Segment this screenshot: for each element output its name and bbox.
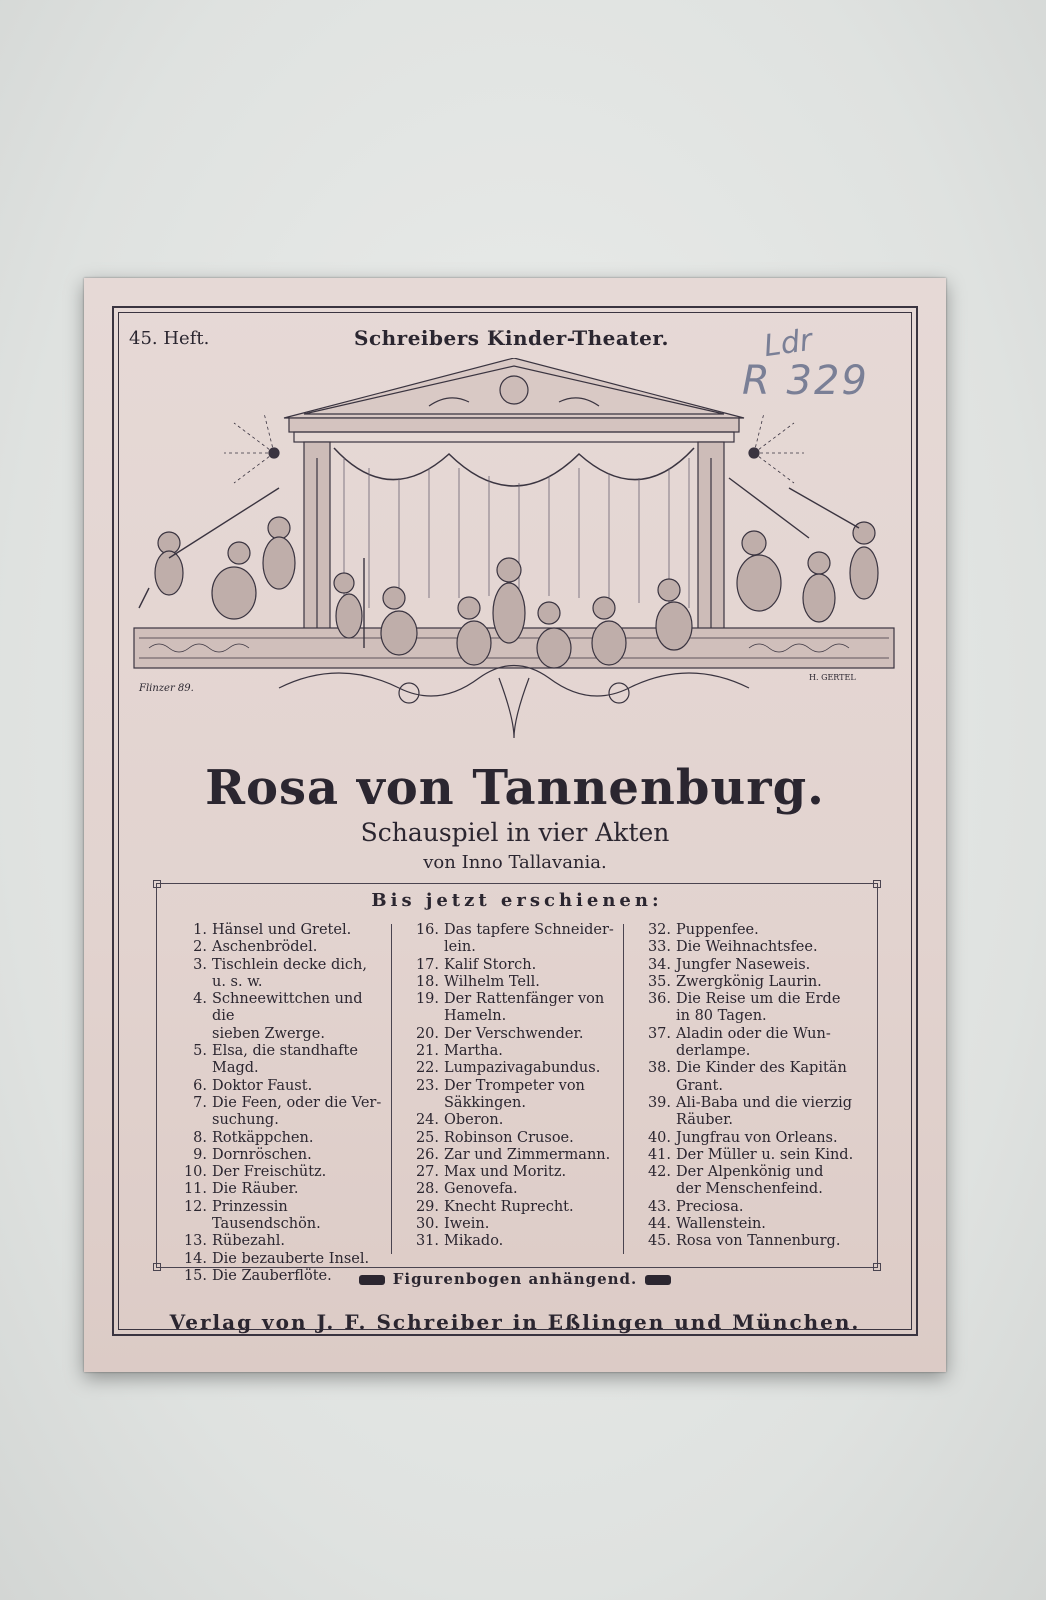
issue-title: Die bezauberte Insel. <box>212 1250 370 1267</box>
issue-title: Preciosa. <box>676 1198 744 1215</box>
issue-title: Der Trompeter von <box>444 1077 585 1094</box>
title-list-item <box>401 1112 621 1129</box>
issue-title: Räuber. <box>676 1112 734 1129</box>
issue-title: Die Weihnachtsfee. <box>676 939 818 956</box>
issue-title: Der Freischütz. <box>212 1164 327 1181</box>
issue-no: 24. <box>415 1112 439 1129</box>
play-subtitle: Schauspiel in vier Akten <box>360 818 670 847</box>
theater-stage-illustration <box>129 358 899 738</box>
issue-no: 25. <box>415 1129 439 1146</box>
issue-title: Aladin oder die Wun- <box>676 1025 831 1042</box>
title-list-item <box>633 991 873 1008</box>
title-list-item <box>401 1043 621 1060</box>
booklet-cover <box>84 278 946 1372</box>
issue-title: Iwein. <box>444 1216 490 1233</box>
publisher-imprint: Verlag von J. F. Schreiber in Eßlingen und München. <box>169 1310 861 1334</box>
issue-no: 31. <box>415 1233 439 1250</box>
title-list-item <box>633 1164 873 1181</box>
issue-no: 13. <box>183 1233 207 1250</box>
issue-no: 11. <box>183 1181 207 1198</box>
engraver-signature-right: H. GERTEL <box>809 673 856 682</box>
issue-no: 42. <box>647 1164 671 1181</box>
title-list-item <box>401 1147 621 1164</box>
issue-no: 2. <box>193 939 207 956</box>
title-list-item <box>169 1060 389 1077</box>
column-divider <box>391 924 392 1254</box>
issue-no: 9. <box>193 1146 207 1163</box>
corner-ornament <box>153 880 161 888</box>
title-list-item <box>633 1147 873 1164</box>
title-list-item <box>401 939 621 956</box>
issue-no: 20. <box>415 1025 439 1042</box>
title-list-item <box>169 1251 389 1268</box>
title-list-item <box>169 1043 389 1060</box>
issue-no: 30. <box>415 1216 439 1233</box>
title-list-item <box>401 974 621 991</box>
issue-no <box>633 1181 676 1198</box>
title-list-item <box>633 974 873 991</box>
issue-title: Ali-Baba und die vierzig <box>676 1094 853 1111</box>
issue-title: Hänsel und Gretel. <box>212 922 352 938</box>
issue-title: Oberon. <box>444 1112 504 1129</box>
issue-no: 14. <box>183 1250 207 1267</box>
issue-no: 28. <box>415 1181 439 1198</box>
issue-no: 6. <box>193 1077 207 1094</box>
issue-title: Wilhelm Tell. <box>444 973 540 990</box>
issue-no: 19. <box>415 991 439 1008</box>
issue-title: Lumpazivagabundus. <box>444 1060 601 1077</box>
issue-no: 44. <box>647 1216 671 1233</box>
issue-no: 16. <box>415 922 439 938</box>
issue-title: Prinzessin Tausendschön. <box>212 1198 321 1233</box>
title-list-item <box>633 1078 873 1095</box>
issue-title: Grant. <box>676 1077 723 1094</box>
issue-no: 3. <box>193 956 207 973</box>
title-list-item <box>633 957 873 974</box>
shelfmark-line1: Ldr <box>761 322 815 365</box>
title-list-item <box>401 1216 621 1233</box>
issue-title: Mikado. <box>444 1233 504 1250</box>
issue-no: 4. <box>193 991 207 1008</box>
title-list-item <box>169 1112 389 1129</box>
issue-no: 8. <box>193 1129 207 1146</box>
issue-no: 36. <box>647 991 671 1008</box>
issue-title: Jungfrau von Orleans. <box>676 1129 838 1146</box>
title-list-item <box>401 991 621 1008</box>
title-list-item <box>633 1095 873 1112</box>
issue-title: Doktor Faust. <box>212 1077 313 1094</box>
issue-title: Magd. <box>212 1060 259 1077</box>
issue-no <box>401 1095 444 1112</box>
issue-title: in 80 Tagen. <box>676 1008 767 1025</box>
title-list-item <box>169 1078 389 1095</box>
issue-no <box>633 1043 676 1060</box>
issue-title: Das tapfere Schneider- <box>444 922 614 938</box>
play-title: Rosa von Tannenburg. <box>205 760 825 816</box>
title-list-item <box>169 1095 389 1112</box>
pointing-hand-icon <box>645 1275 671 1285</box>
title-list-item <box>401 1199 621 1216</box>
issue-no: 10. <box>183 1164 207 1181</box>
title-list-item <box>169 1233 389 1250</box>
title-list-item <box>401 1181 621 1198</box>
issue-title: Der Müller u. sein Kind. <box>676 1146 854 1163</box>
title-list-item <box>169 1026 389 1043</box>
title-list-item <box>633 1199 873 1216</box>
issue-title: der Menschenfeind. <box>676 1181 823 1198</box>
issue-no <box>401 939 444 956</box>
issue-title: Knecht Ruprecht. <box>444 1198 574 1215</box>
title-list-item <box>169 974 389 991</box>
issue-no: 26. <box>415 1146 439 1163</box>
issue-title: Schneewittchen und die <box>212 991 363 1025</box>
issue-title: Jungfer Naseweis. <box>676 956 811 973</box>
issue-title: Wallenstein. <box>676 1216 766 1233</box>
title-list-item <box>169 1199 389 1234</box>
title-list-item <box>169 991 389 1026</box>
issue-title: sieben Zwerge. <box>212 1025 325 1042</box>
pointing-hand-icon <box>359 1275 385 1285</box>
issue-title: Zar und Zimmermann. <box>444 1146 611 1163</box>
title-list-item <box>169 939 389 956</box>
issue-title: Die Reise um die Erde <box>676 991 841 1008</box>
issue-no: 15. <box>183 1267 207 1284</box>
issue-no <box>633 1112 676 1129</box>
issue-no: 33. <box>647 939 671 956</box>
issue-no: 34. <box>647 956 671 973</box>
issue-title: Zwergkönig Laurin. <box>676 973 822 990</box>
issue-title: Puppenfee. <box>676 922 759 938</box>
issue-title: Genovefa. <box>444 1181 518 1198</box>
issue-no: 12. <box>183 1198 207 1215</box>
title-list-item <box>169 1164 389 1181</box>
title-list-item <box>633 922 873 939</box>
title-list-item <box>633 1216 873 1233</box>
issue-no <box>401 1008 444 1025</box>
issue-title: derlampe. <box>676 1043 751 1060</box>
series-title: Schreibers Kinder-Theater. <box>354 326 669 350</box>
title-list-item <box>633 1112 873 1129</box>
issue-no <box>633 1078 676 1095</box>
title-list-item <box>633 1233 873 1250</box>
issue-no: 21. <box>415 1043 439 1060</box>
title-list-item <box>401 1008 621 1025</box>
issue-title: Dornröschen. <box>212 1146 312 1163</box>
issue-title: Die Räuber. <box>212 1181 299 1198</box>
issue-title: suchung. <box>212 1112 279 1129</box>
title-list-item <box>633 1060 873 1077</box>
issue-title: Hameln. <box>444 1008 507 1025</box>
issue-title: lein. <box>444 939 476 956</box>
issue-title: Rotkäppchen. <box>212 1129 314 1146</box>
issue-no: 1. <box>193 922 207 938</box>
issue-title: Tischlein decke dich, <box>212 956 367 973</box>
issue-no: 29. <box>415 1198 439 1215</box>
title-list-item <box>169 1130 389 1147</box>
title-list-item <box>633 939 873 956</box>
issue-title: Martha. <box>444 1043 503 1060</box>
title-list-item <box>169 957 389 974</box>
issue-no: 38. <box>647 1060 671 1077</box>
issue-no: 5. <box>193 1043 207 1060</box>
issue-title: Die Zauberflöte. <box>212 1267 332 1284</box>
issue-title: Der Alpenkönig und <box>676 1164 824 1181</box>
title-list-item <box>633 1043 873 1060</box>
title-list-item <box>401 957 621 974</box>
issue-title: Rübezahl. <box>212 1233 285 1250</box>
column-divider <box>623 924 624 1254</box>
issue-no: 43. <box>647 1198 671 1215</box>
issue-no: 7. <box>193 1094 207 1111</box>
issue-no: 18. <box>415 973 439 990</box>
title-list-item <box>401 1026 621 1043</box>
titles-column-2 <box>401 922 621 1251</box>
issue-title: Aschenbrödel. <box>212 939 318 956</box>
issue-title: Elsa, die standhafte <box>212 1043 358 1060</box>
issue-no: 22. <box>415 1060 439 1077</box>
title-list-item <box>169 1181 389 1198</box>
issue-no: 45. <box>647 1233 671 1250</box>
issue-title: Max und Moritz. <box>444 1164 567 1181</box>
issue-number: 45. Heft. <box>129 328 210 349</box>
issue-title: Der Rattenfänger von <box>444 991 605 1008</box>
issue-no: 17. <box>415 956 439 973</box>
issue-no: 41. <box>647 1146 671 1163</box>
title-list-item <box>401 1164 621 1181</box>
issue-no: 23. <box>415 1077 439 1094</box>
issue-title: u. s. w. <box>212 973 263 990</box>
issue-title: Die Feen, oder die Ver- <box>212 1094 382 1111</box>
shelfmark-line2: R 329 <box>742 358 869 404</box>
title-list-item <box>633 1181 873 1198</box>
title-list-item <box>401 922 621 939</box>
issue-no: 35. <box>647 973 671 990</box>
issue-no <box>169 974 212 991</box>
figurenbogen-note <box>84 1267 946 1288</box>
title-list-item <box>169 922 389 939</box>
titles-column-3 <box>633 922 873 1251</box>
issue-title: Kalif Storch. <box>444 956 537 973</box>
issue-no: 32. <box>647 922 671 938</box>
title-list-item <box>169 1147 389 1164</box>
titles-column-1 <box>169 922 389 1285</box>
issue-title: Robinson Crusoe. <box>444 1129 574 1146</box>
issue-title: Rosa von Tannenburg. <box>676 1233 841 1250</box>
title-list-item <box>633 1008 873 1025</box>
issue-no <box>169 1060 212 1077</box>
title-list-item <box>401 1233 621 1250</box>
title-list-item <box>401 1060 621 1077</box>
title-list-item <box>401 1095 621 1112</box>
corner-ornament <box>873 880 881 888</box>
title-list-item <box>633 1130 873 1147</box>
figurenbogen-text: Figurenbogen anhängend. <box>392 1270 638 1288</box>
issue-no <box>169 1026 212 1043</box>
issue-no: 27. <box>415 1164 439 1181</box>
issue-no <box>169 1112 212 1129</box>
issue-no <box>633 1008 676 1025</box>
issue-no: 40. <box>647 1129 671 1146</box>
issue-title: Die Kinder des Kapitän <box>676 1060 847 1077</box>
play-author: von Inno Tallavania. <box>423 852 607 873</box>
issue-no: 37. <box>647 1025 671 1042</box>
artist-signature-left: Flinzer 89. <box>139 683 194 694</box>
title-list-item <box>401 1078 621 1095</box>
issue-title: Säkkingen. <box>444 1094 526 1111</box>
list-heading: Bis jetzt erschienen: <box>371 890 663 911</box>
issue-title: Der Verschwender. <box>444 1025 584 1042</box>
issue-no: 39. <box>647 1094 671 1111</box>
title-list-item <box>401 1130 621 1147</box>
title-list-item <box>633 1026 873 1043</box>
